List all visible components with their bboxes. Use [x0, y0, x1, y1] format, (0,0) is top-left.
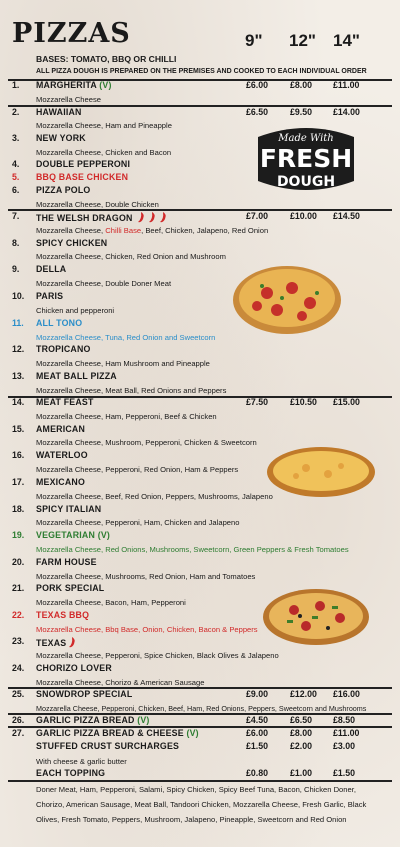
pizza-image-3 — [262, 588, 370, 646]
vegetarian-tag: (V) — [137, 715, 150, 725]
item-description: Mozzarella Cheese, Bbq Base, Onion, Chicken, Bacon & Peppers — [36, 625, 258, 634]
item-description: Mozzarella Cheese, Chicken, Red Onion and Mushroom — [36, 252, 226, 261]
item-number: 25. — [12, 689, 25, 699]
item-name: PIZZA POLO — [36, 185, 91, 195]
item-description: Mozzarella Cheese, Ham Mushroom and Pineapple — [36, 359, 210, 368]
vegetarian-tag: (V) — [186, 728, 199, 738]
item-number: 7. — [12, 211, 20, 221]
item-description: Chicken and pepperoni — [36, 306, 115, 315]
badge-fresh: FRESH — [259, 144, 353, 173]
item-number: 15. — [12, 424, 25, 434]
item-name: AMERICAN — [36, 424, 86, 434]
price-9: £7.50 — [246, 397, 269, 407]
price-14: £14.00 — [333, 107, 360, 117]
item-number: 27. — [12, 728, 25, 738]
item-name: SNOWDROP SPECIAL — [36, 689, 133, 699]
item-name: SPICY CHICKEN — [36, 238, 108, 248]
chili-icon — [159, 211, 168, 223]
item-number: 21. — [12, 583, 25, 593]
dough-note: ALL PIZZA DOUGH IS PREPARED ON THE PREMISES AND COOKED TO EACH INDIVIDUAL ORDER — [36, 68, 367, 75]
item-number: 17. — [12, 477, 25, 487]
item-name: MEAT FEAST — [36, 397, 94, 407]
item-name: WATERLOO — [36, 450, 88, 460]
item-number: 11. — [12, 318, 24, 328]
item-number: 5. — [12, 172, 20, 182]
item-number: 20. — [12, 557, 25, 567]
item-description: Mozzarella Cheese, Red Onions, Mushrooms, Sweetcorn, Green Peppers & Fresh Tomatoes — [36, 545, 349, 554]
size-9-label: 9" — [245, 31, 263, 50]
item-description: Mozzarella Cheese, Pepperoni, Red Onion, Ham & Peppers — [36, 465, 239, 474]
item-name: VEGETARIAN (V) — [36, 530, 111, 540]
item-name: PORK SPECIAL — [36, 583, 105, 593]
item-number: 4. — [12, 159, 20, 169]
item-number: 23. — [12, 636, 25, 646]
price-9: £0.80 — [246, 768, 269, 778]
price-9: £9.00 — [246, 689, 269, 699]
badge-made-with: Made With — [278, 133, 334, 144]
item-description: Mozzarella Cheese, Mushroom, Pepperoni, Chicken & Sweetcorn — [36, 438, 257, 447]
item-name: THE WELSH DRAGON — [36, 211, 168, 223]
item-number: 19. — [12, 530, 25, 540]
item-description: Mozzarella Cheese, Double Chicken — [36, 200, 159, 209]
item-description: Mozzarella Cheese, Ham, Pepperoni, Beef & Chicken — [36, 412, 217, 421]
price-12: £10.50 — [290, 397, 317, 407]
item-number: 18. — [12, 504, 25, 514]
item-name: DELLA — [36, 264, 67, 274]
item-description: Mozzarella Cheese, Tuna, Red Onion and Sweetcorn — [36, 333, 216, 342]
item-number: 10. — [12, 291, 25, 301]
price-14: £15.00 — [333, 397, 360, 407]
toppings-list: Doner Meat, Ham, Pepperoni, Salami, Spicy Chicken, Spicy Beef Tuna, Bacon, Chicken Doner, Chorizo, American Sausage, Meat Ball, Tandoori Chicken, Mozzarella Cheese, Fresh Garlic, Black Olives, Fresh Tomato, Peppers, Mushroom, Jalapeno, Pineapple, Sweetcorn and Red Onion — [36, 785, 367, 824]
item-name: HAWAIIAN — [36, 107, 82, 117]
price-14: £8.50 — [333, 715, 356, 725]
item-description: Mozzarella Cheese, Pepperoni, Spice Chicken, Black Olives & Jalapeno — [36, 651, 279, 660]
item-number: 14. — [12, 397, 25, 407]
stuffed-crust-label: STUFFED CRUST SURCHARGES — [36, 741, 180, 751]
price-14: £1.50 — [333, 768, 356, 778]
item-name: MEXICANO — [36, 477, 86, 487]
size-14-label: 14" — [333, 31, 360, 50]
item-number: 6. — [12, 185, 20, 195]
item-name: CHORIZO LOVER — [36, 663, 112, 673]
price-12: £1.00 — [290, 768, 313, 778]
price-14: £3.00 — [333, 741, 356, 751]
price-12: £8.00 — [290, 728, 313, 738]
size-12-label: 12" — [289, 31, 316, 50]
price-14: £11.00 — [333, 80, 360, 90]
item-name: SPICY ITALIAN — [36, 504, 102, 514]
price-9: £6.00 — [246, 728, 269, 738]
pizza-image-2 — [266, 446, 376, 498]
item-name: FARM HOUSE — [36, 557, 97, 567]
item-description: Mozzarella Cheese, Chilli Base, Beef, Chicken, Jalapeno, Red Onion — [36, 226, 269, 235]
price-14: £14.50 — [333, 211, 360, 221]
with-cheese-note: With cheese & garlic butter — [36, 757, 127, 766]
item-name: MARGHERITA (V) — [36, 80, 112, 90]
chili-icon — [68, 636, 77, 648]
vegetarian-tag: (V) — [97, 530, 111, 540]
item-description: Mozzarella Cheese, Bacon, Ham, Pepperoni — [36, 598, 186, 607]
chili-icon — [148, 211, 157, 223]
item-name: TROPICANO — [36, 344, 91, 354]
item-description: Mozzarella Cheese, Chorizo & American Sausage — [36, 678, 205, 687]
item-name: TEXAS BBQ — [36, 610, 90, 620]
item-number: 2. — [12, 107, 20, 117]
item-description: Mozzarella Cheese, Beef, Red Onion, Peppers, Mushrooms, Jalapeno — [36, 492, 273, 501]
item-name: PARIS — [36, 291, 64, 301]
item-name: DOUBLE PEPPERONI — [36, 159, 131, 169]
each-topping-label: EACH TOPPING — [36, 768, 106, 778]
item-description: Mozzarella Cheese, Mushrooms, Red Onion, Ham and Tomatoes — [36, 572, 256, 581]
item-description: Mozzarella Cheese, Pepperoni, Chicken, Beef, Ham, Red Onions, Peppers, Sweetcorn and Mushrooms — [36, 704, 367, 713]
badge-dough: DOUGH — [276, 174, 336, 190]
item-number: 22. — [12, 610, 25, 620]
item-number: 3. — [12, 133, 20, 143]
item-description: Mozzarella Cheese — [36, 95, 101, 104]
item-description: Mozzarella Cheese, Pepperoni, Ham, Chicken and Jalapeno — [36, 518, 240, 527]
item-name: GARLIC PIZZA BREAD & CHEESE (V) — [36, 728, 199, 738]
item-number: 13. — [12, 371, 25, 381]
price-12: £8.00 — [290, 80, 313, 90]
price-12: £10.00 — [290, 211, 317, 221]
item-name: MEAT BALL PIZZA — [36, 371, 117, 381]
item-name: ALL TONO — [36, 318, 83, 328]
price-9: £4.50 — [246, 715, 269, 725]
price-14: £11.00 — [333, 728, 360, 738]
item-description: Mozzarella Cheese, Chicken and Bacon — [36, 148, 172, 157]
page-title: PIZZAS — [12, 18, 131, 49]
price-9: £6.50 — [246, 107, 269, 117]
item-description: Mozzarella Cheese, Ham and Pineapple — [36, 121, 172, 130]
item-number: 9. — [12, 264, 20, 274]
price-12: £12.00 — [290, 689, 317, 699]
item-description: Mozzarella Cheese, Meat Ball, Red Onions and Peppers — [36, 386, 227, 395]
item-number: 12. — [12, 344, 25, 354]
item-description: Mozzarella Cheese, Double Doner Meat — [36, 279, 172, 288]
price-12: £2.00 — [290, 741, 313, 751]
item-name: NEW YORK — [36, 133, 86, 143]
price-12: £6.50 — [290, 715, 313, 725]
item-number: 8. — [12, 238, 20, 248]
item-name: TEXAS — [36, 636, 77, 648]
item-number: 24. — [12, 663, 25, 673]
price-12: £9.50 — [290, 107, 313, 117]
vegetarian-tag: (V) — [99, 80, 112, 90]
chili-icon — [137, 211, 146, 223]
fresh-dough-badge — [252, 117, 360, 199]
item-number: 16. — [12, 450, 25, 460]
item-number: 26. — [12, 715, 25, 725]
price-9: £1.50 — [246, 741, 269, 751]
price-14: £16.00 — [333, 689, 360, 699]
price-9: £7.00 — [246, 211, 269, 221]
pizza-image-1 — [232, 258, 342, 338]
item-number: 1. — [12, 80, 20, 90]
item-name: BBQ BASE CHICKEN — [36, 172, 129, 182]
price-9: £6.00 — [246, 80, 269, 90]
item-name: GARLIC PIZZA BREAD (V) — [36, 715, 150, 725]
bases-note: BASES: TOMATO, BBQ OR CHILLI — [36, 54, 177, 64]
